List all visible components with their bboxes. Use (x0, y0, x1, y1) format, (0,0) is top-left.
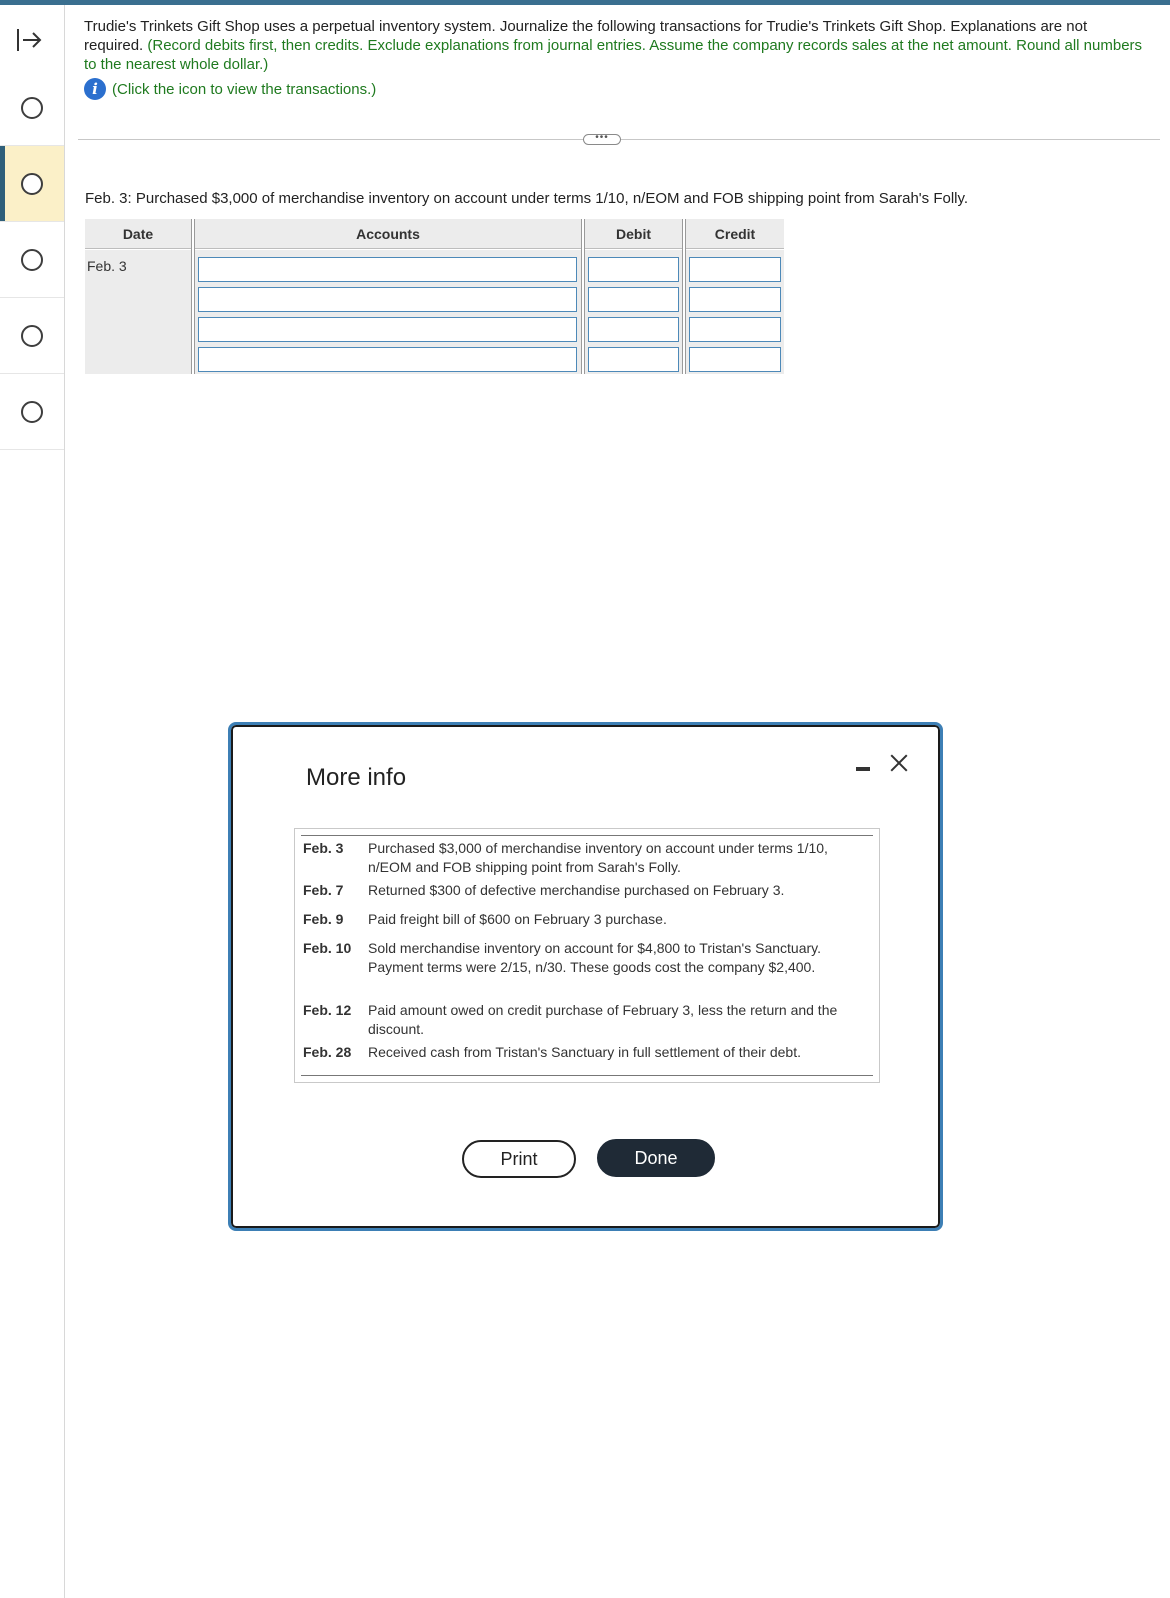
radio-icon (21, 325, 43, 347)
sidebar-item-5[interactable] (0, 374, 64, 450)
transaction-desc: Paid amount owed on credit purchase of February 3, less the return and the discount. (368, 1002, 838, 1037)
info-link-text[interactable]: (Click the icon to view the transactions.) (112, 80, 377, 98)
date-cell: Feb. 3 (87, 258, 127, 274)
sidebar-item-3[interactable] (0, 222, 64, 298)
collapse-arrow-icon[interactable] (14, 25, 44, 55)
credit-input-2[interactable] (689, 287, 781, 312)
question-prompt (84, 17, 1144, 100)
credit-input-4[interactable] (689, 347, 781, 372)
transaction-desc: Returned $300 of defective merchandise purchased on February 3. (368, 882, 785, 898)
column-separator (191, 219, 195, 374)
transaction-desc: Paid freight bill of $600 on February 3 purchase. (368, 911, 667, 927)
date-column (85, 250, 191, 374)
expand-handle-icon[interactable]: ••• (583, 134, 621, 145)
minimize-icon[interactable] (851, 754, 875, 778)
transaction-question: Feb. 3: Purchased $3,000 of merchandise inventory on account under terms 1/10, n/EOM and FOB shipping point from Sarah's Folly. (85, 190, 969, 207)
debit-input-3[interactable] (588, 317, 679, 342)
accounts-header: Accounts (195, 219, 581, 249)
prompt-instructions: (Record debits first, then credits. Exclude explanations from journal entries. Assume the company records sales at the net amount. Round all numbers to the nearest whole dollar.) (84, 37, 1143, 73)
credit-input-1[interactable] (689, 257, 781, 282)
transaction-desc: Sold merchandise inventory on account for $4,800 to Tristan's Sanctuary. Payment terms were 2/15, n/30. These goods cost the company $2,400. (368, 940, 821, 975)
sidebar-item-1[interactable] (0, 70, 64, 146)
question-sidebar (0, 5, 65, 1598)
transaction-date: Feb. 7 (303, 882, 344, 898)
transaction-desc: Purchased $3,000 of merchandise inventory on account under terms 1/10, n/EOM and FOB shipping point from Sarah's Folly. (368, 840, 828, 875)
transaction-date: Feb. 9 (303, 911, 344, 927)
info-icon[interactable]: i (84, 78, 106, 100)
account-input-4[interactable] (198, 347, 577, 372)
prompt-text (84, 17, 1144, 74)
info-line (84, 78, 1144, 100)
column-separator (682, 219, 686, 374)
top-accent-bar (0, 0, 1170, 5)
credit-input-3[interactable] (689, 317, 781, 342)
prompt-main-text: Trudie's Trinkets Gift Shop uses a perpetual inventory system. Journalize the following transactions for Trudie's Trinkets Gift Shop. Explanations are not required. (84, 18, 1088, 54)
debit-input-4[interactable] (588, 347, 679, 372)
radio-icon (21, 401, 43, 423)
radio-icon (21, 173, 43, 195)
radio-icon (21, 249, 43, 271)
account-input-2[interactable] (198, 287, 577, 312)
transaction-desc: Received cash from Tristan's Sanctuary in full settlement of their debt. (368, 1044, 801, 1060)
transaction-date: Feb. 3 (303, 840, 344, 856)
date-header: Date (85, 219, 191, 249)
close-icon[interactable] (886, 750, 912, 776)
list-rule (301, 835, 873, 836)
done-button[interactable]: Done (597, 1139, 715, 1177)
sidebar-item-2[interactable] (0, 146, 64, 222)
account-input-3[interactable] (198, 317, 577, 342)
transaction-date: Feb. 28 (303, 1044, 352, 1060)
debit-header: Debit (585, 219, 682, 249)
transaction-date: Feb. 10 (303, 940, 352, 956)
dialog-title: More info (306, 764, 407, 791)
debit-input-1[interactable] (588, 257, 679, 282)
list-rule (301, 1075, 873, 1076)
account-input-1[interactable] (198, 257, 577, 282)
print-button[interactable]: Print (462, 1140, 576, 1178)
transaction-date: Feb. 12 (303, 1002, 352, 1018)
more-info-dialog (228, 722, 943, 1231)
sidebar-item-4[interactable] (0, 298, 64, 374)
debit-input-2[interactable] (588, 287, 679, 312)
radio-icon (21, 97, 43, 119)
transactions-list (294, 828, 880, 1083)
column-separator (581, 219, 585, 374)
credit-header: Credit (686, 219, 784, 249)
